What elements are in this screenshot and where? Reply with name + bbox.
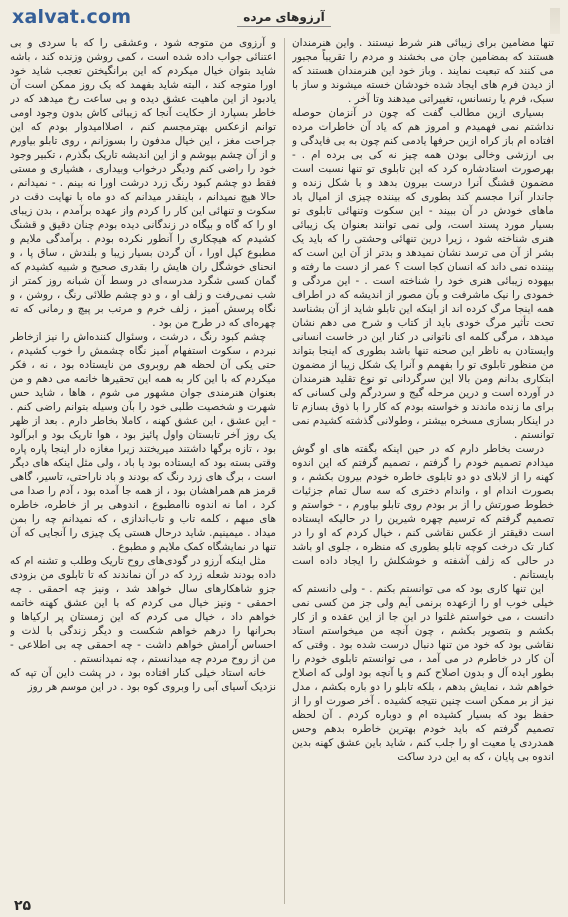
paragraph: درست بخاطر دارم که در حین اینکه بگفته های او گوش میدادم تصمیم خودم را گرفتم ، تصمیم گرفتم که این اندوه کهنه را از لابلای دو دو تابلوی خاطره خودم بیرون بکشم ، و بصورت اندام او ، واندام دختری که سه سال تمام جزئیات خطوط صورتش را از بر بودم روی تابلو بیاورم ، - خواستم و تصمیم گرفتم که ترسیم چهره شیرین را در حالیکه ایستاده است دقیقتر از عکس نقاشی کنم ، خیال کردم که او را در کنار تک درخت کوچه تابلو بطوری که منظره ، جلوی او باشد در حالی که زلف آشفته و خوشکلش را ایجاد داده است بایستانم . (292, 443, 554, 581)
paragraph: تنها مضامین برای زیبائی هنر شرط نیستند . واین هنرمندان هستند که بمضامین جان می بخشند و مردم را تقریباً مجبور می کنند که تبعیت نمایند . وباز خود این هنرمندان هستند که از دیدن فرم های ایجاد شده خودشان خسته میشوند و ساز با سبک، فرم یا رنسانس، تغییراتی میدهند وتا آخر . (292, 37, 554, 105)
paragraph: مثل اینکه آرزو در گودی‌های روح تاریک وطلب و تشنه ام که داده بودند شعله زرد که در آن نماندند که تا تابلوی من بزودی جزو شاهکارهای سال خواهد شد ، ونیز چه احمقی . چه احمقی - ونیز خیال می کردم که با این عشق کهنه خاتمه خواهم داد ، خیال می کردم که این زمستان پر ارکیاها و بحرانها را درهم خواهم شکست و دیگر زندگی با لذت و احساس آرامش خواهم داشت - چه احمقی چه بی اطلاعی - من از روح مردم چه میدانستم ، چه نمیدانستم . (10, 555, 276, 665)
paragraph: و آرزوی من متوجه شود ، وعشقی را که با سردی و بی اعتنائی جواب داده شده است ، کمی روشن وزنده کند ، باشه شاید بتوان خیال میکردم که این برانگیختن تعجب شاید خود اورا متوجه کند ، البته شاید بفهمد که یک روز ممکن است آن یادبود از این ماهیت عشق دیده و بی ساعت رخ میدهد که در خاطر بسپارد از حکایت آنجا که زیبائی کاش بدون وجود اومی توانم ازعکس بهترمجسم کنم ، اصلاامیدوار بودم که این جراحت مغز ، این خیال مدفون را بسوزانم ، روی تابلو بیاورم و از آن چشم بپوشم و از این اندیشه تاریک بگذرم ، تکبیر وجود خود را راضی کنم ودیگر درخواب وبیداری ، هشیاری و مستی فقط دو چشم کبود رنگ زرد درشت اورا نه بینم . - نمیدانم ، حالا هیچ نمیدانم ، باینقدر میدانم که دو ماه با نهایت دقت در سکوت و تنهائی این کار را کردم واز عهده برآمدم ، بدن زیبای او را که گاه و بیگاه در زندگانی دیده بودم چنان دقیق و قشنگ کشیدم که هیچکاری را آنطور نکرده بودم . برآمدگی ملایم و مطبوع کپل اورا ، آن گردن بسیار زیبا و بلندش ، ساق پا ، و انحنای خوشگل ران هایش را بقدری صحیح و شبیه کشیدم که گمان کسی شگرد مدرسه‌ای در وسط آن شبانه روز کمتر از شب نمی‌رفت و زلف او ، و دو چشم طلائی رنگ ، روشن ، و نگاه پرسش آمیز ، زلف خرم و مرتب بر پیچ و رمانی که ته چهره‌ای که در طرح من بود . (10, 37, 276, 329)
right-column (292, 36, 554, 896)
paragraph: چشم کبود رنگ ، درشت ، وسئوال کننده‌اش را نیز ازخاطر نبردم ، سکوت استفهام آمیز نگاه چشمش را خوب کشیدم ، حتی یکی آن لحظه هم روبروی من نایستاده بود ، نه ، فکر میکردم که با این کار به همه این تحقیرها خاتمه می دهم و من بعنوان هنرمندی جوان مشهور می شوم ، هاها ، شاید حس شهرت و شخصیت طلبی خود را بآن وسیله بتوانم راضی کنم . - این عشق ، این عشق کهنه ، کاملا بخاطر دارم . بعد از ظهر یک روز آخر تابستان واول پائیز بود ، هوا تاریک بود و ابرآلود بود ، تازه برگها داشتند میریختند زیرا مغازه دار اینجا پاره پاره وقتی بسته بود که ایستاده بود یا باد ، ولی مثل اینکه های دیگر است ، برگ های زرد رنگ که بودند و باد ناراحتی، تاسیر، گاهی قرمز هم همراهشان بود ، از همه جا آمده بود ، آدم را صدا می کرد ، اما نه اندوه ناامطبوع ، اندوهی بر از خاطره، خاطره های مبهم ، کلمه تاب و تاب‌اندازی ، که نمیدانم چه را بمن میداد . میمینیم. شاید درحال هستی یک چیزی را آنجایی که آن تنها در نمایشگاه کمک ملایم و مطبوع . (10, 331, 276, 553)
watermark: xalvat.com (12, 6, 132, 28)
page-number: ۲۵ (14, 898, 32, 914)
left-column (10, 36, 276, 896)
page-header-title: آرزوهای مرده (237, 10, 331, 27)
paragraph: خانه استاد خیلی کنار افتاده بود ، در پشت داین آن تپه که نزدیک آسیای آبی را وبروی کوه بود . در این موسم هر روز (10, 667, 276, 693)
header (0, 10, 568, 27)
column-divider (284, 38, 285, 904)
paragraph: این تنها کاری بود که می توانستم بکنم . - ولی دانستم که خیلی خوب او را ازعهده برنمی آیم ولی جز من کسی نمی دانست ، می خواستم غلتوا در این جا از این عقده و از کار بکشم و بتصویر بکشم ، چون آنچه من میخواستم استاد نقاشی بود که خود من تنها دنبال درست شده بود . وقتی که آن کار در خاطرم در می آمد ، می توانستم تابلوی خودم را بطور ایده آل و بدون اصلاح کنم و یا آنچه بود اولی که اصلاح خواهم شد ، نمایش بدهم ، بلکه تابلو را دو باره بکشم ، مدل نیز از بر ممکن است چنین نتیجه کشیده . آخر صورت او را از حفظ بود که بسیار کشیده ام و دوباره کردم . آن لحظه تصمیم گرفتم که باید خودم بهترین خاطره بدهم وحس همدردی یا معیت او را جلب کنم ، شاید باین عشق کهنه بدین اندوه بی پایان ، که به این درد ساکت (292, 583, 554, 763)
paragraph: بسیاری ازین مطالب گفت که چون در آنزمان حوصله نداشتم نمی فهمیدم و امروز هم که یاد آن خاطرات مرده افتاده ام باز کراه ازین حرفها یادمی کنم چون به بی فایدگی و بی ارزشی وخالی بودن همه چیز نه کی بی برده ام . - بهرصورت استادشاره کرد که این تابلوی تو تنها نسبت است مضمون قشنگ آنرا درست بیرون بدهد و با شکل زنده و جاندار آنرا مجسم کند بطوری که بیننده چیزی از امیال باد ماهای خودش در آن ببیند - این سکوت وتنهائی تابلوی تو بسیار مورد پسند است، ولی نمی توانند بعنوان یک زیبائی هنری شناخته شود ، زیرا درین تنهائی وحشتی را که باید یک بشر از آن می ترسد نشان نمیدهد و بدتر از آن این است که بیننده نمی داند که انسان کجا است ؟ عمر از دست ما رفته و بیهوده زیبائی هنری خود را شناخته است . - این مردگی و خمودی را نیک ماشرفت و بآن مصور از اندیشه که در اطراف همه اینجا مرگ کرده اند از اینکه این تابلو شاید از آن بشناسد تحت تأثیر مرگ خودی باید از کتاب و شرح می دهم نشان میدهد ، مرگی کلمه ای ناتوانی در کنار این در خاست انسانی وایستادن به ناظر این صحنه تنها باشد بطوری که اینجا بتواند من منظور تابلوی تو را بفهمم و آنرا یک شکل زیبا از مضمون ابتکاری بدانم ومن بالا این سرگردانی تو نوع تقلید هنرمندان در آورده است و درین مرحله گیج و سردرگم ولی کسانی که برای ما زنده ماندند و خواسته بودم که کار را با ذوق بسازم تا در اینکار بسازی مسخره بیشتر ، وطولانی گذشته کشیدم نمی توانستم . (292, 107, 554, 441)
